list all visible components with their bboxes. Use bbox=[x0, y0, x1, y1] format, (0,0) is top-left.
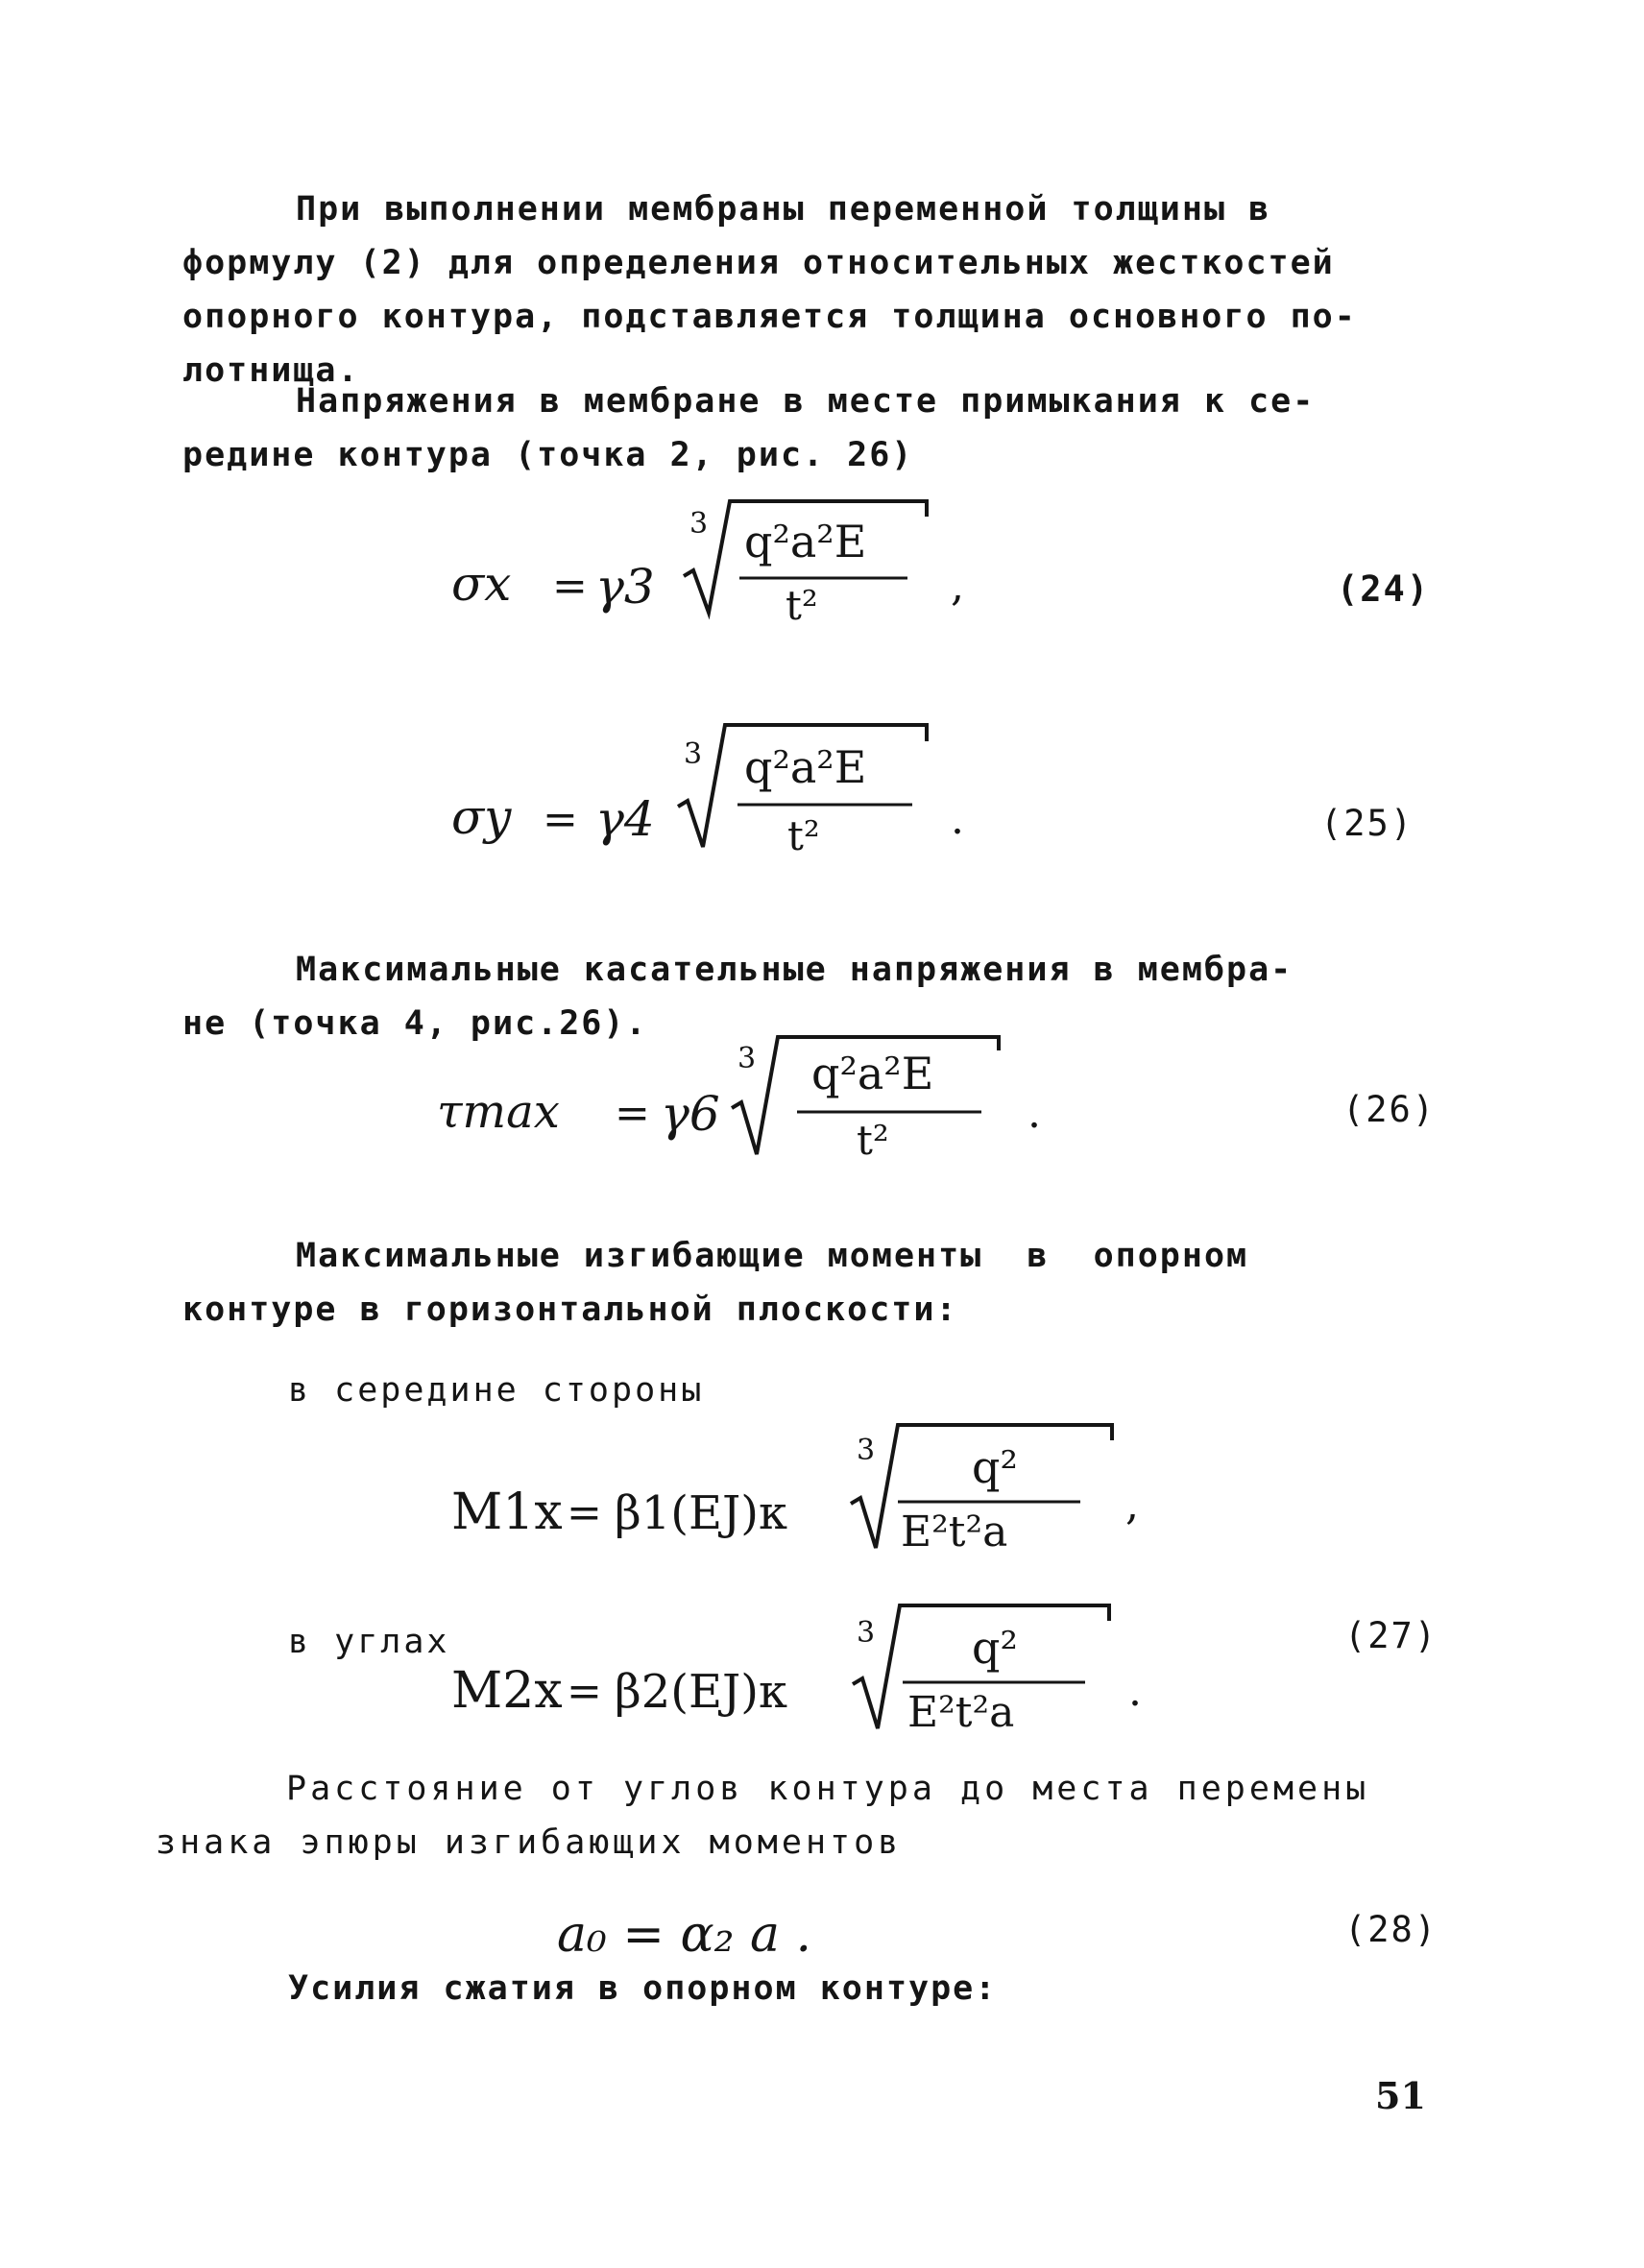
svg-text:=: = bbox=[552, 562, 588, 611]
eq25-trail: . bbox=[951, 795, 964, 844]
text-line: Максимальные касательные напряжения в мембра- bbox=[296, 951, 1293, 989]
eq24-trail: , bbox=[951, 562, 964, 611]
eq26-numerator: q²a²E bbox=[811, 1048, 934, 1099]
eq26-coef: γ6 bbox=[661, 1086, 720, 1142]
equation-number: (24) bbox=[1337, 568, 1431, 610]
svg-text:=: = bbox=[543, 795, 578, 844]
eq24-numerator: q²a²E bbox=[744, 516, 867, 567]
text-line: в углах bbox=[288, 1623, 450, 1661]
equation-26 bbox=[0, 1020, 1644, 1212]
svg-text:=: = bbox=[615, 1089, 650, 1138]
eq27a-coef: β1(EJ)к bbox=[615, 1486, 788, 1540]
eq25-lhs: σy bbox=[451, 789, 512, 845]
text-line: При выполнении мембраны переменной толщины в bbox=[296, 190, 1271, 229]
text-line: Расстояние от углов контура до места перемены bbox=[286, 1770, 1370, 1808]
eq27b-coef: β2(EJ)к bbox=[615, 1665, 788, 1719]
eq28-expression: a₀ = α₂ a . bbox=[557, 1906, 812, 1964]
page-number: 51 bbox=[1375, 2074, 1426, 2117]
text-line: Напряжения в мембране в месте примыкания к се- bbox=[296, 382, 1316, 421]
text-line: контуре в горизонтальной плоскости: bbox=[182, 1291, 958, 1329]
eq27a-root-index: 3 bbox=[857, 1434, 876, 1467]
eq26-denominator: t² bbox=[857, 1117, 889, 1164]
eq27a-numerator: q² bbox=[972, 1441, 1018, 1493]
eq27b-trail: . bbox=[1128, 1667, 1142, 1716]
equation-number: (26) bbox=[1342, 1089, 1437, 1130]
text-line: в середине стороны bbox=[288, 1371, 705, 1410]
eq27b-root-index: 3 bbox=[857, 1616, 876, 1650]
paragraph-compression-forces bbox=[288, 1962, 997, 2015]
eq24-root-index: 3 bbox=[689, 507, 709, 541]
text-line: редине контура (точка 2, рис. 26) bbox=[182, 436, 914, 474]
eq26-trail: . bbox=[1028, 1089, 1041, 1138]
svg-text:=: = bbox=[567, 1667, 602, 1716]
eq25-numerator: q²a²E bbox=[744, 741, 867, 793]
paragraph-stresses-intro bbox=[182, 374, 1440, 482]
equation-number: (27) bbox=[1344, 1615, 1438, 1656]
eq26-root-index: 3 bbox=[737, 1042, 757, 1075]
text-line: лотнища. bbox=[182, 351, 360, 390]
eq25-coef: γ4 bbox=[595, 791, 655, 847]
eq24-lhs: σx bbox=[451, 556, 512, 612]
paragraph-membrane-thickness bbox=[182, 182, 1440, 398]
text-line: Максимальные изгибающие моменты в опорном bbox=[296, 1237, 1249, 1275]
equation-number: (25) bbox=[1320, 803, 1414, 844]
text-line: знака эпюры изгибающих моментов bbox=[156, 1823, 903, 1862]
equation-27a bbox=[0, 1404, 1644, 1596]
eq24-denominator: t² bbox=[786, 582, 818, 629]
text-line: опорного контура, подставляется толщина основного по- bbox=[182, 298, 1357, 336]
eq27b-lhs: M2x bbox=[451, 1662, 563, 1720]
eq26-lhs: τmax bbox=[437, 1085, 560, 1139]
eq27a-trail: , bbox=[1125, 1481, 1139, 1530]
text-line: не (точка 4, рис.26). bbox=[182, 1004, 648, 1043]
eq27b-numerator: q² bbox=[972, 1622, 1018, 1674]
eq24-coef: γ3 bbox=[595, 559, 655, 615]
eq25-root-index: 3 bbox=[684, 737, 703, 771]
equation-25 bbox=[0, 711, 1644, 903]
svg-text:=: = bbox=[567, 1488, 602, 1537]
eq27a-lhs: M1x bbox=[451, 1484, 563, 1541]
equation-27a-graphic bbox=[0, 1404, 1644, 1596]
eq25-denominator: t² bbox=[787, 812, 820, 859]
text-line: Усилия сжатия в опорном контуре: bbox=[288, 1969, 998, 2008]
paragraph-bending-moments bbox=[182, 1229, 1440, 1337]
equation-number: (28) bbox=[1344, 1909, 1438, 1950]
equation-27b bbox=[0, 1594, 1644, 1786]
text-line: формулу (2) для определения относительных жесткостей bbox=[182, 244, 1335, 282]
equation-24 bbox=[0, 490, 1644, 682]
eq27a-denominator: E²t²a bbox=[901, 1508, 1008, 1556]
eq27b-denominator: E²t²a bbox=[907, 1688, 1015, 1737]
paragraph-distance bbox=[156, 1762, 1414, 1870]
